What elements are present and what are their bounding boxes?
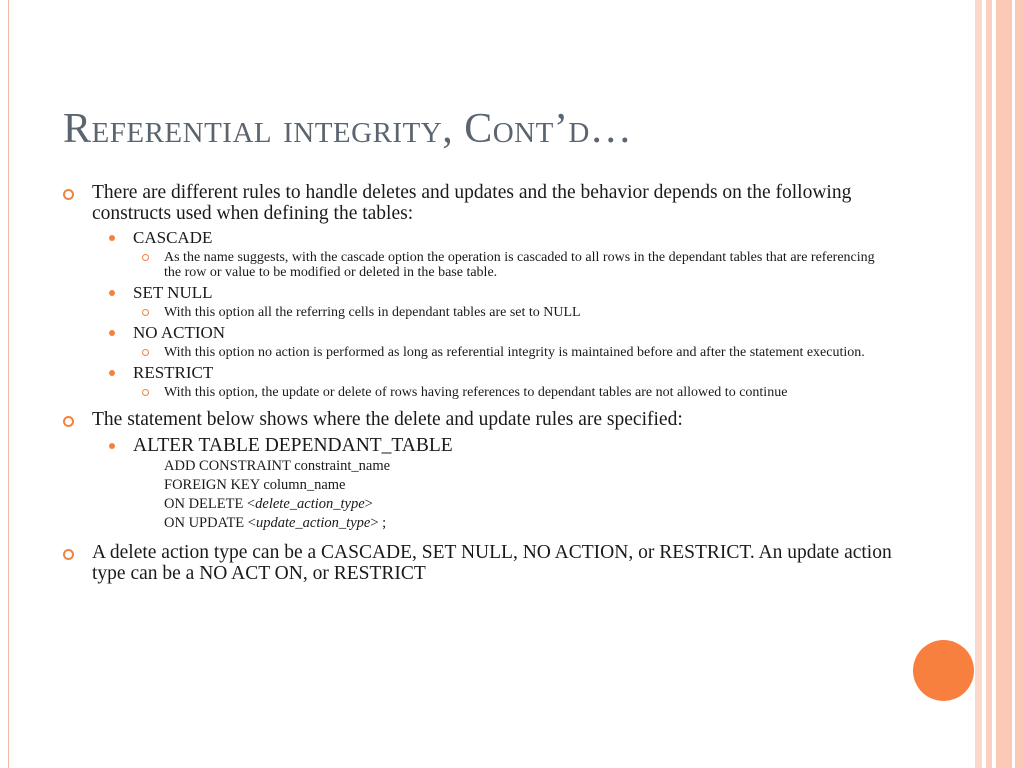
decor-stripe [1012,0,1015,768]
rule-desc: With this option, the update or delete of rows having references to dependant tables are not allowed to continue [164,385,788,400]
small-ring-bullet-icon [142,254,149,261]
statement-head [63,435,893,456]
statement-head-text: ALTER TABLE DEPENDANT_TABLE [133,435,453,456]
slide-title: Referential integrity, Cont’d… [63,106,633,152]
rule-desc: As the name suggests, with the cascade option the operation is cascaded to all rows in the dependant tables that are referencing the row or value to be modified or deleted in the base table. [164,250,875,280]
code-keyword: > [364,496,373,512]
code-keyword: ON DELETE < [164,496,256,512]
statement-line: FOREIGN KEY column_name [164,477,346,493]
ring-bullet-icon [63,549,74,560]
bullet-statement-intro [63,409,893,430]
bullet-text: A delete action type can be a CASCADE, SET NULL, NO ACTION, or RESTRICT. An update action type can be a NO ACT ON, or RESTRICT [92,542,892,584]
dot-bullet-icon [109,290,115,296]
small-ring-bullet-icon [142,389,149,396]
bullet-text: The statement below shows where the delete and update rules are specified: [92,409,683,430]
bullet-action-types [63,542,893,584]
decor-circle [913,640,974,701]
statement-line [63,514,893,533]
code-placeholder: update_action_type [255,515,371,531]
statement-line [63,495,893,514]
dot-bullet-icon [109,443,115,449]
small-ring-bullet-icon [142,309,149,316]
decor-stripe [996,0,1024,768]
rule-name: SET NULL [133,283,213,302]
rule-set-null [63,283,893,303]
rule-name: NO ACTION [133,323,226,342]
ring-bullet-icon [63,416,74,427]
dot-bullet-icon [109,235,115,241]
code-placeholder: delete_action_type [255,496,365,512]
rule-cascade-desc [63,250,893,280]
ring-bullet-icon [63,189,74,200]
decor-stripe [975,0,982,768]
rule-name: CASCADE [133,228,213,247]
rule-no-action [63,323,893,343]
statement-line: ADD CONSTRAINT constraint_name [164,458,391,474]
small-ring-bullet-icon [142,349,149,356]
rule-no-action-desc [63,345,893,360]
rule-set-null-desc [63,305,893,320]
slide-left-border [8,0,9,768]
code-keyword: ON UPDATE < [164,515,256,531]
rule-cascade [63,228,893,248]
rule-restrict-desc [63,385,893,400]
dot-bullet-icon [109,330,115,336]
dot-bullet-icon [109,370,115,376]
rule-restrict [63,363,893,383]
rule-desc: With this option all the referring cells in dependant tables are set to NULL [164,305,581,320]
bullet-text: There are different rules to handle deletes and updates and the behavior depends on the following constructs used when defining the tables: [92,182,852,224]
code-keyword: > ; [370,515,387,531]
rule-desc: With this option no action is performed as long as referential integrity is maintained before and after the statement execution. [164,345,865,360]
rule-name: RESTRICT [133,363,214,382]
bullet-rules-intro [63,182,893,224]
slide-body [63,182,893,584]
